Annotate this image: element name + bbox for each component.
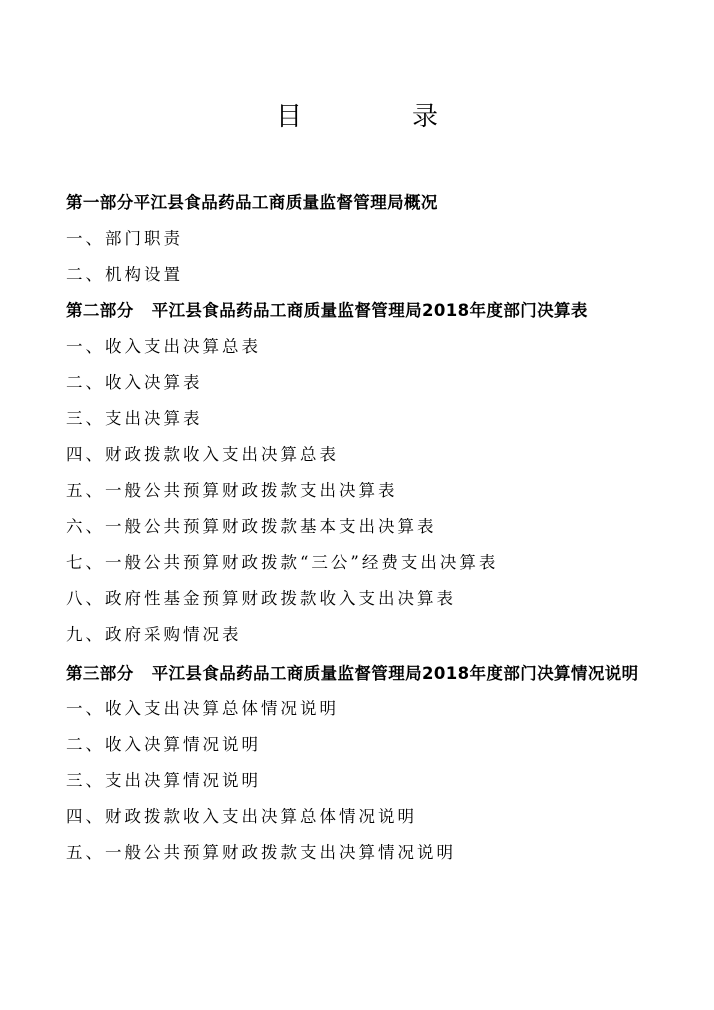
toc-item[interactable]: 六、一般公共预算财政拨款基本支出决算表 xyxy=(66,517,437,536)
part-2-heading[interactable] xyxy=(66,296,666,332)
toc-item[interactable]: 二、收入决算表 xyxy=(66,373,203,392)
toc-item[interactable]: 三、支出决算情况说明 xyxy=(66,771,261,790)
toc-item[interactable]: 八、政府性基金预算财政拨款收入支出决算表 xyxy=(66,589,456,608)
toc-item[interactable]: 四、财政拨款收入支出决算总体情况说明 xyxy=(66,807,417,826)
part-2-title: 平江县食品药品工商质量监督管理局2018年度部门决算表 xyxy=(151,301,588,320)
toc-item[interactable]: 五、一般公共预算财政拨款支出决算表 xyxy=(66,481,398,500)
toc-item[interactable]: 九、政府采购情况表 xyxy=(66,625,242,644)
part-1-title: 平江县食品药品工商质量监督管理局概况 xyxy=(133,193,438,212)
toc-item[interactable]: 一、收入支出决算总体情况说明 xyxy=(66,699,339,718)
toc-item[interactable]: 一、收入支出决算总表 xyxy=(66,337,261,356)
part-1-heading[interactable] xyxy=(66,188,666,224)
toc-item[interactable]: 三、支出决算表 xyxy=(66,409,203,428)
toc-item[interactable]: 五、一般公共预算财政拨款支出决算情况说明 xyxy=(66,843,456,862)
part-3-prefix: 第三部分 xyxy=(66,664,134,683)
part-3-heading[interactable] xyxy=(66,656,666,692)
toc-item[interactable]: 一、部门职责 xyxy=(66,229,183,248)
toc-item[interactable]: 七、一般公共预算财政拨款“三公”经费支出决算表 xyxy=(66,553,499,572)
toc-item[interactable]: 二、机构设置 xyxy=(66,265,183,284)
part-3-title: 平江县食品药品工商质量监督管理局2018年度部门决算情况说明 xyxy=(151,664,639,683)
part-1-prefix: 第一部分 xyxy=(66,193,134,212)
toc-item[interactable]: 二、收入决算情况说明 xyxy=(66,735,261,754)
table-of-contents xyxy=(66,188,666,874)
page-title: 目 录 xyxy=(275,102,480,132)
part-2-prefix: 第二部分 xyxy=(66,301,134,320)
toc-item[interactable]: 四、财政拨款收入支出决算总表 xyxy=(66,445,339,464)
